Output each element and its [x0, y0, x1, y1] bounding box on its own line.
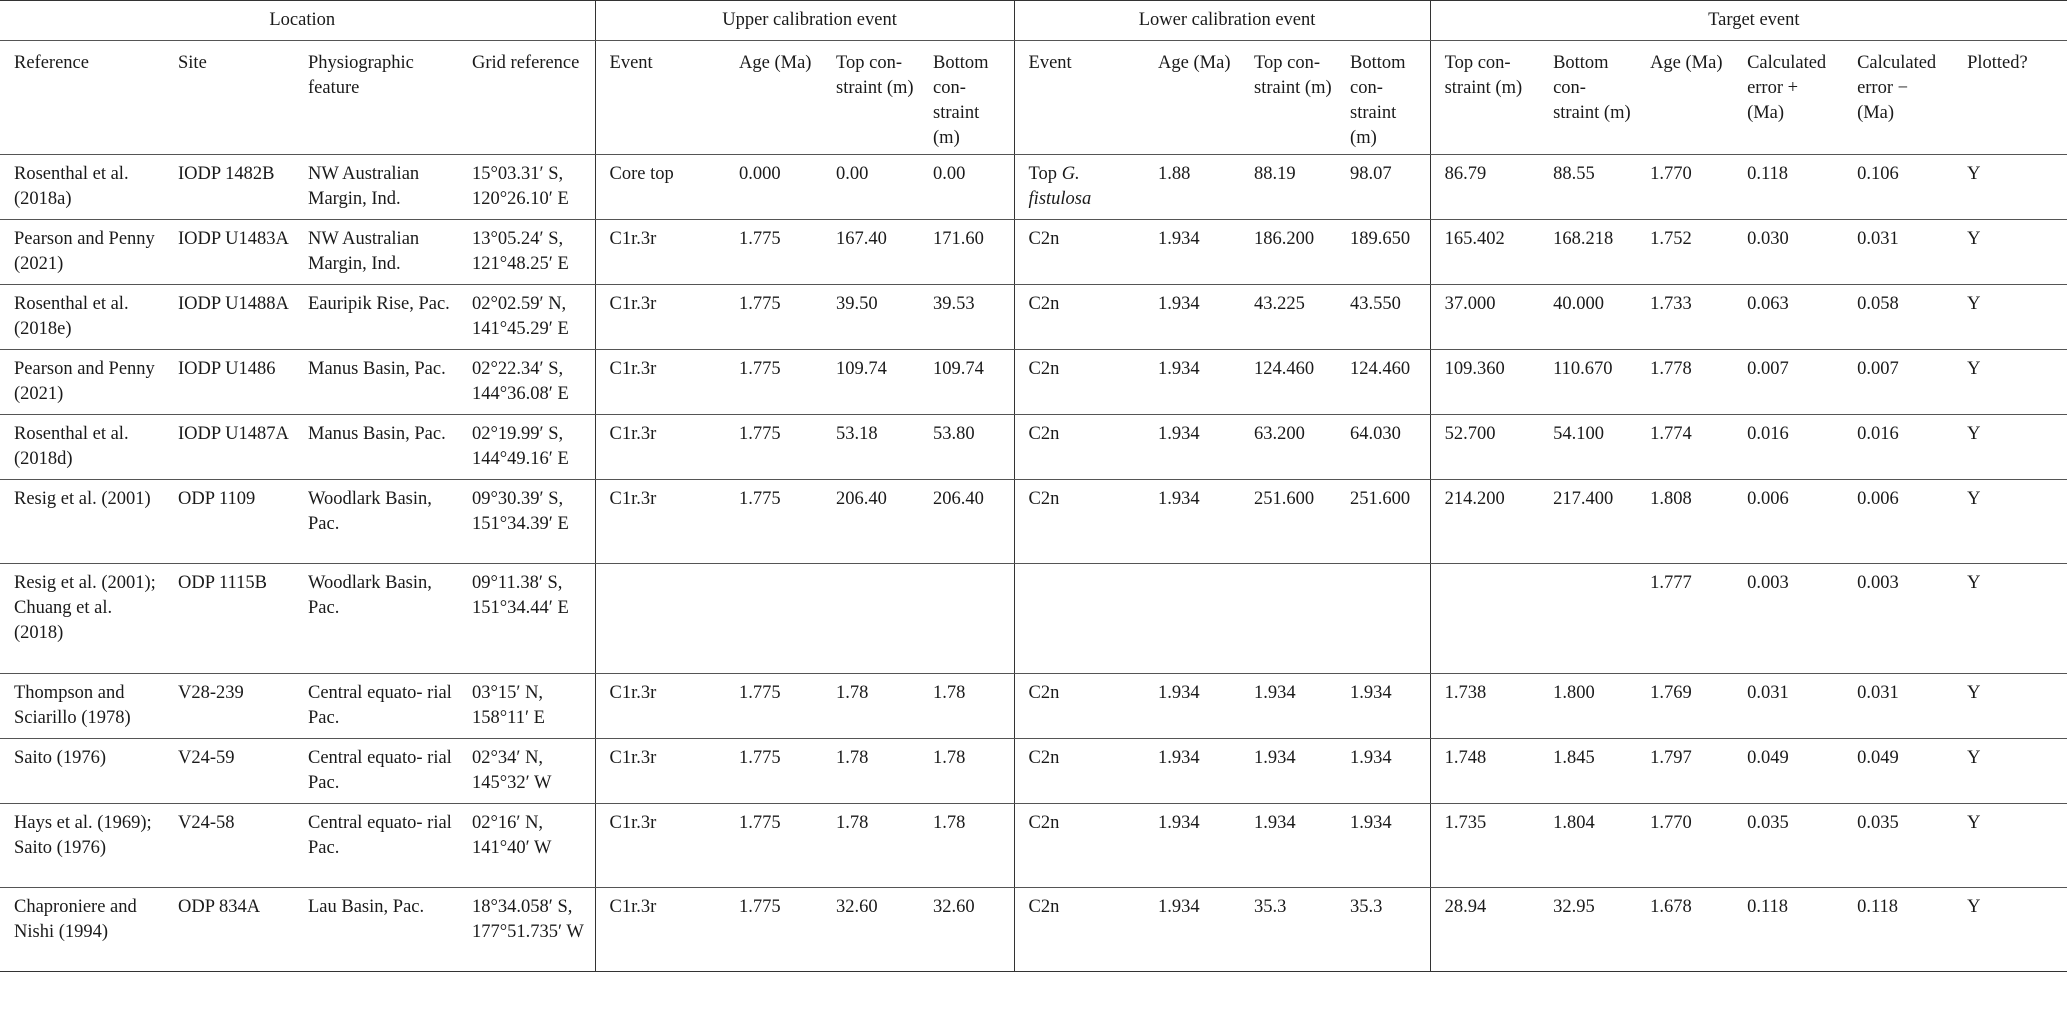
cell-err-minus: 0.106	[1843, 155, 1953, 220]
cell-u-age: 1.775	[725, 220, 822, 285]
cell-err-minus: 0.049	[1843, 739, 1953, 804]
cell-u-bottom: 32.60	[919, 888, 1014, 972]
cell-t-top	[1430, 564, 1539, 674]
cell-l-bottom	[1336, 564, 1430, 674]
cell-feature: Central equato- rial Pac.	[294, 804, 458, 888]
cell-t-top: 37.000	[1430, 285, 1539, 350]
cell-err-minus: 0.118	[1843, 888, 1953, 972]
cell-u-top: 167.40	[822, 220, 919, 285]
cell-t-bottom: 54.100	[1539, 415, 1636, 480]
cell-feature: NW Australian Margin, Ind.	[294, 155, 458, 220]
cell-l-event: C2n	[1014, 674, 1144, 739]
cell-l-event	[1014, 564, 1144, 674]
cell-l-bottom: 43.550	[1336, 285, 1430, 350]
cell-l-top: 43.225	[1240, 285, 1336, 350]
cell-t-bottom: 1.845	[1539, 739, 1636, 804]
cell-site: IODP U1486	[164, 350, 294, 415]
cell-l-age: 1.934	[1144, 480, 1240, 564]
cell-t-bottom: 110.670	[1539, 350, 1636, 415]
cell-plotted: Y	[1953, 155, 2067, 220]
cell-feature: Central equato- rial Pac.	[294, 739, 458, 804]
cell-plotted: Y	[1953, 739, 2067, 804]
cell-u-event: C1r.3r	[595, 674, 725, 739]
table-row	[0, 888, 2067, 972]
cell-err-plus: 0.030	[1733, 220, 1843, 285]
cell-grid: 03°15′ N, 158°11′ E	[458, 674, 595, 739]
cell-u-event: C1r.3r	[595, 220, 725, 285]
cell-site: ODP 834A	[164, 888, 294, 972]
cell-l-top: 186.200	[1240, 220, 1336, 285]
cell-grid: 13°05.24′ S, 121°48.25′ E	[458, 220, 595, 285]
cell-l-age: 1.88	[1144, 155, 1240, 220]
cell-site: V24-58	[164, 804, 294, 888]
cell-grid: 09°11.38′ S, 151°34.44′ E	[458, 564, 595, 674]
cell-site: IODP U1488A	[164, 285, 294, 350]
cell-l-bottom: 35.3	[1336, 888, 1430, 972]
cell-err-minus: 0.058	[1843, 285, 1953, 350]
cell-grid: 02°16′ N, 141°40′ W	[458, 804, 595, 888]
cell-u-top	[822, 564, 919, 674]
cell-u-age: 1.775	[725, 804, 822, 888]
cell-t-age: 1.752	[1636, 220, 1733, 285]
cell-plotted: Y	[1953, 888, 2067, 972]
col-target-age: Age (Ma)	[1636, 41, 1733, 155]
cell-u-bottom: 39.53	[919, 285, 1014, 350]
cell-u-age: 1.775	[725, 480, 822, 564]
cell-err-plus: 0.035	[1733, 804, 1843, 888]
cell-l-top: 1.934	[1240, 674, 1336, 739]
cell-t-bottom: 217.400	[1539, 480, 1636, 564]
cell-ref: Saito (1976)	[0, 739, 164, 804]
cell-l-bottom: 189.650	[1336, 220, 1430, 285]
col-lower-event: Event	[1014, 41, 1144, 155]
cell-ref: Rosenthal et al. (2018a)	[0, 155, 164, 220]
cell-plotted: Y	[1953, 285, 2067, 350]
col-upper-event: Event	[595, 41, 725, 155]
cell-err-minus: 0.031	[1843, 674, 1953, 739]
cell-u-top: 53.18	[822, 415, 919, 480]
col-upper-top: Top con- straint (m)	[822, 41, 919, 155]
cell-u-bottom: 53.80	[919, 415, 1014, 480]
cell-u-age: 0.000	[725, 155, 822, 220]
cell-l-event: C2n	[1014, 350, 1144, 415]
table-row	[0, 480, 2067, 564]
cell-l-event: C2n	[1014, 285, 1144, 350]
cell-t-age: 1.778	[1636, 350, 1733, 415]
cell-plotted: Y	[1953, 480, 2067, 564]
cell-t-age: 1.770	[1636, 155, 1733, 220]
cell-t-top: 1.735	[1430, 804, 1539, 888]
cell-u-event: C1r.3r	[595, 480, 725, 564]
cell-t-top: 165.402	[1430, 220, 1539, 285]
cell-grid: 02°02.59′ N, 141°45.29′ E	[458, 285, 595, 350]
cell-l-age: 1.934	[1144, 350, 1240, 415]
cell-grid: 09°30.39′ S, 151°34.39′ E	[458, 480, 595, 564]
table-row	[0, 285, 2067, 350]
cell-ref: Hays et al. (1969); Saito (1976)	[0, 804, 164, 888]
cell-u-bottom: 1.78	[919, 674, 1014, 739]
cell-t-age: 1.808	[1636, 480, 1733, 564]
cell-t-top: 1.748	[1430, 739, 1539, 804]
cell-site: ODP 1115B	[164, 564, 294, 674]
cell-grid: 02°34′ N, 145°32′ W	[458, 739, 595, 804]
cell-u-event: C1r.3r	[595, 888, 725, 972]
cell-t-top: 214.200	[1430, 480, 1539, 564]
group-lower-calibration: Lower calibration event	[1014, 1, 1430, 41]
cell-u-top: 1.78	[822, 674, 919, 739]
col-target-top: Top con- straint (m)	[1430, 41, 1539, 155]
cell-err-plus: 0.007	[1733, 350, 1843, 415]
cell-l-top: 251.600	[1240, 480, 1336, 564]
cell-u-event: C1r.3r	[595, 804, 725, 888]
cell-u-bottom: 171.60	[919, 220, 1014, 285]
cell-t-age: 1.797	[1636, 739, 1733, 804]
cell-t-top: 109.360	[1430, 350, 1539, 415]
cell-l-age: 1.934	[1144, 804, 1240, 888]
cell-u-age: 1.775	[725, 674, 822, 739]
cell-ref: Resig et al. (2001)	[0, 480, 164, 564]
cell-err-plus: 0.016	[1733, 415, 1843, 480]
cell-grid: 02°22.34′ S, 144°36.08′ E	[458, 350, 595, 415]
cell-u-bottom	[919, 564, 1014, 674]
cell-t-bottom: 32.95	[1539, 888, 1636, 972]
cell-err-plus: 0.049	[1733, 739, 1843, 804]
cell-ref: Rosenthal et al. (2018d)	[0, 415, 164, 480]
cell-l-bottom: 251.600	[1336, 480, 1430, 564]
cell-err-plus: 0.118	[1733, 888, 1843, 972]
col-error-plus: Calculated error + (Ma)	[1733, 41, 1843, 155]
cell-u-top: 109.74	[822, 350, 919, 415]
group-header-row	[0, 1, 2067, 41]
cell-plotted: Y	[1953, 564, 2067, 674]
cell-u-event: Core top	[595, 155, 725, 220]
cell-u-bottom: 1.78	[919, 804, 1014, 888]
cell-feature: Lau Basin, Pac.	[294, 888, 458, 972]
cell-l-age: 1.934	[1144, 220, 1240, 285]
cell-err-plus: 0.031	[1733, 674, 1843, 739]
cell-err-minus: 0.035	[1843, 804, 1953, 888]
cell-u-bottom: 0.00	[919, 155, 1014, 220]
cell-site: V24-59	[164, 739, 294, 804]
cell-u-top: 1.78	[822, 739, 919, 804]
col-site: Site	[164, 41, 294, 155]
cell-err-plus: 0.006	[1733, 480, 1843, 564]
cell-ref: Pearson and Penny (2021)	[0, 220, 164, 285]
cell-l-event: C2n	[1014, 480, 1144, 564]
cell-l-age: 1.934	[1144, 739, 1240, 804]
table-body	[0, 155, 2067, 972]
cell-u-bottom: 1.78	[919, 739, 1014, 804]
cell-u-age: 1.775	[725, 350, 822, 415]
cell-l-bottom: 1.934	[1336, 739, 1430, 804]
cell-feature: Manus Basin, Pac.	[294, 415, 458, 480]
cell-t-bottom: 1.800	[1539, 674, 1636, 739]
cell-u-event: C1r.3r	[595, 739, 725, 804]
cell-err-minus: 0.016	[1843, 415, 1953, 480]
col-grid-reference: Grid reference	[458, 41, 595, 155]
col-physiographic-feature: Physiographic feature	[294, 41, 458, 155]
cell-ref: Pearson and Penny (2021)	[0, 350, 164, 415]
cell-site: IODP 1482B	[164, 155, 294, 220]
col-error-minus: Calculated error − (Ma)	[1843, 41, 1953, 155]
cell-u-age: 1.775	[725, 415, 822, 480]
cell-t-age: 1.678	[1636, 888, 1733, 972]
cell-u-event	[595, 564, 725, 674]
cell-u-top: 206.40	[822, 480, 919, 564]
cell-err-minus: 0.007	[1843, 350, 1953, 415]
cell-t-top: 86.79	[1430, 155, 1539, 220]
cell-u-bottom: 109.74	[919, 350, 1014, 415]
table-row	[0, 804, 2067, 888]
cell-u-age	[725, 564, 822, 674]
cell-t-age: 1.769	[1636, 674, 1733, 739]
cell-u-bottom: 206.40	[919, 480, 1014, 564]
cell-t-top: 52.700	[1430, 415, 1539, 480]
cell-l-top: 63.200	[1240, 415, 1336, 480]
cell-feature: Eauripik Rise, Pac.	[294, 285, 458, 350]
cell-u-top: 1.78	[822, 804, 919, 888]
cell-feature: Woodlark Basin, Pac.	[294, 480, 458, 564]
cell-t-age: 1.733	[1636, 285, 1733, 350]
cell-l-event: C2n	[1014, 804, 1144, 888]
cell-l-event: Top G. fistulosa	[1014, 155, 1144, 220]
cell-err-plus: 0.118	[1733, 155, 1843, 220]
cell-u-top: 0.00	[822, 155, 919, 220]
table-row	[0, 674, 2067, 739]
cell-u-top: 32.60	[822, 888, 919, 972]
cell-t-top: 1.738	[1430, 674, 1539, 739]
table-row	[0, 739, 2067, 804]
cell-site: IODP U1483A	[164, 220, 294, 285]
cell-u-age: 1.775	[725, 285, 822, 350]
cell-grid: 02°19.99′ S, 144°49.16′ E	[458, 415, 595, 480]
cell-l-top: 124.460	[1240, 350, 1336, 415]
cell-plotted: Y	[1953, 415, 2067, 480]
cell-ref: Chaproniere and Nishi (1994)	[0, 888, 164, 972]
cell-l-age: 1.934	[1144, 415, 1240, 480]
group-location: Location	[0, 1, 595, 41]
table-row	[0, 415, 2067, 480]
species-name: G. fistulosa	[1028, 164, 1092, 209]
cell-l-age: 1.934	[1144, 888, 1240, 972]
cell-ref: Resig et al. (2001); Chuang et al. (2018)	[0, 564, 164, 674]
cell-l-bottom: 98.07	[1336, 155, 1430, 220]
col-upper-age: Age (Ma)	[725, 41, 822, 155]
cell-feature: Central equato- rial Pac.	[294, 674, 458, 739]
cell-t-bottom: 88.55	[1539, 155, 1636, 220]
cell-l-bottom: 1.934	[1336, 674, 1430, 739]
cell-plotted: Y	[1953, 350, 2067, 415]
table-row	[0, 564, 2067, 674]
cell-l-top	[1240, 564, 1336, 674]
col-lower-bottom: Bottom con- straint (m)	[1336, 41, 1430, 155]
cell-err-minus: 0.031	[1843, 220, 1953, 285]
cell-l-top: 1.934	[1240, 739, 1336, 804]
cell-t-bottom	[1539, 564, 1636, 674]
cell-l-bottom: 1.934	[1336, 804, 1430, 888]
cell-ref: Thompson and Sciarillo (1978)	[0, 674, 164, 739]
cell-u-event: C1r.3r	[595, 350, 725, 415]
cell-ref: Rosenthal et al. (2018e)	[0, 285, 164, 350]
cell-u-age: 1.775	[725, 739, 822, 804]
cell-l-age	[1144, 564, 1240, 674]
cell-l-top: 1.934	[1240, 804, 1336, 888]
col-lower-age: Age (Ma)	[1144, 41, 1240, 155]
cell-plotted: Y	[1953, 220, 2067, 285]
cell-err-plus: 0.063	[1733, 285, 1843, 350]
cell-l-event: C2n	[1014, 739, 1144, 804]
col-reference: Reference	[0, 41, 164, 155]
table-row	[0, 350, 2067, 415]
cell-l-top: 35.3	[1240, 888, 1336, 972]
cell-l-event: C2n	[1014, 220, 1144, 285]
cell-feature: NW Australian Margin, Ind.	[294, 220, 458, 285]
cell-l-event: C2n	[1014, 415, 1144, 480]
cell-feature: Woodlark Basin, Pac.	[294, 564, 458, 674]
cell-err-minus: 0.003	[1843, 564, 1953, 674]
cell-t-bottom: 1.804	[1539, 804, 1636, 888]
table-row	[0, 220, 2067, 285]
cell-plotted: Y	[1953, 804, 2067, 888]
cell-l-bottom: 64.030	[1336, 415, 1430, 480]
col-lower-top: Top con- straint (m)	[1240, 41, 1336, 155]
col-plotted: Plotted?	[1953, 41, 2067, 155]
cell-u-top: 39.50	[822, 285, 919, 350]
col-target-bottom: Bottom con- straint (m)	[1539, 41, 1636, 155]
col-upper-bottom: Bottom con- straint (m)	[919, 41, 1014, 155]
cell-u-age: 1.775	[725, 888, 822, 972]
cell-l-bottom: 124.460	[1336, 350, 1430, 415]
cell-site: ODP 1109	[164, 480, 294, 564]
cell-feature: Manus Basin, Pac.	[294, 350, 458, 415]
cell-t-age: 1.777	[1636, 564, 1733, 674]
group-upper-calibration: Upper calibration event	[595, 1, 1014, 41]
cell-t-age: 1.774	[1636, 415, 1733, 480]
cell-l-event: C2n	[1014, 888, 1144, 972]
column-header-row	[0, 41, 2067, 155]
cell-t-top: 28.94	[1430, 888, 1539, 972]
cell-u-event: C1r.3r	[595, 415, 725, 480]
cell-site: V28-239	[164, 674, 294, 739]
cell-grid: 15°03.31′ S, 120°26.10′ E	[458, 155, 595, 220]
table-row	[0, 155, 2067, 220]
cell-u-event: C1r.3r	[595, 285, 725, 350]
cell-l-age: 1.934	[1144, 674, 1240, 739]
cell-site: IODP U1487A	[164, 415, 294, 480]
cell-l-age: 1.934	[1144, 285, 1240, 350]
cell-grid: 18°34.058′ S, 177°51.735′ W	[458, 888, 595, 972]
group-target-event: Target event	[1430, 1, 2067, 41]
cell-t-bottom: 40.000	[1539, 285, 1636, 350]
cell-plotted: Y	[1953, 674, 2067, 739]
cell-err-minus: 0.006	[1843, 480, 1953, 564]
cell-t-age: 1.770	[1636, 804, 1733, 888]
cell-t-bottom: 168.218	[1539, 220, 1636, 285]
cell-l-top: 88.19	[1240, 155, 1336, 220]
cell-err-plus: 0.003	[1733, 564, 1843, 674]
